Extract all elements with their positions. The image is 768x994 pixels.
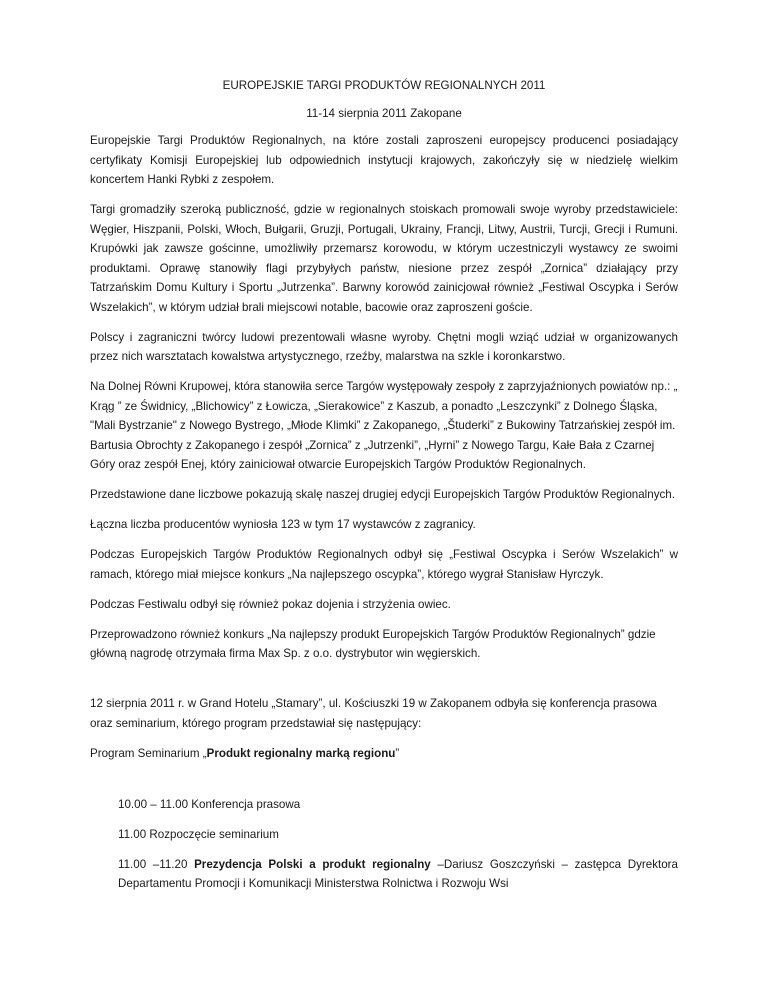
agenda-item: 11.00 Rozpoczęcie seminarium — [118, 827, 279, 841]
program-heading — [90, 744, 678, 764]
paragraph-summary: Europejskie Targi Produktów Regionalnych, na które zostali zaproszeni europejscy producenci posiadający certyfikaty Komisji Europejskiej lub odpowiednich instytucji krajowych, zakończyły się w niedzielę wielkim koncertem Hanki Rybki z zespołem. — [90, 134, 678, 186]
spacer — [90, 774, 678, 795]
paragraph-product-contest: Przeprowadzono również konkurs „Na najlepszy produkt Europejskich Targów Produktów Regionalnych” gdzie główną nagrodę otrzymała firma Max Sp. z o.o. dystrybutor win węgierskich. — [90, 627, 656, 660]
agenda-speaker: –Dariusz Goszczyński – zastępca Dyrektora Departamentu Promocji i Komunikacji Ministerstwa Rolnictwa i Rozwoju Wsi — [118, 857, 678, 890]
agenda-topic: Prezydencja Polski a produkt regionalny — [194, 857, 431, 871]
agenda-item — [118, 855, 678, 894]
spacer — [90, 674, 678, 694]
page-title: EUROPEJSKIE TARGI PRODUKTÓW REGIONALNYCH 2011 — [222, 79, 546, 92]
agenda-item: 10.00 – 11.00 Konferencja prasowa — [118, 797, 301, 811]
event-date-location: 11-14 sierpnia 2011 Zakopane — [306, 106, 462, 120]
program-prefix: Program Seminarium „ — [90, 746, 207, 760]
agenda-list — [90, 795, 678, 894]
paragraph-oscypek-festival: Podczas Europejskich Targów Produktów Regionalnych odbył się „Festiwal Oscypka i Serów Wszelakich” w ramach, którego miał miejsce konkurs „Na najlepszego oscypka”, którego wygrał Stanisław Hyrczyk. — [90, 548, 678, 581]
paragraph-audience: Targi gromadziły szeroką publiczność, gdzie w regionalnych stoiskach promowali swoje wyroby przedstawiciele: Węgier, Hiszpanii, Polski, Włoch, Bułgarii, Gruzji, Portugali, Ukrainy, Francji, Litwy, Austrii, Turcji, Grecji i Rumuni. Krupówki jak zawsze gościnne, umożliwiły przemarsz korowodu, w którym uczestniczyli wystawcy ze swoimi produktami. Oprawę stanowiły flagi przybyłych państw, niesione przez zespół „Zornica” działający przy Tatrzańskim Domu Kultury i Sportu „Jutrzenka”. Barwny korowód zainicjował również „Festiwal Oscypka i Serów Wszelakich”, w którym udział brali miejscowi notable, bacowie oraz zaproszeni goście. — [90, 203, 678, 314]
paragraph-bands: Na Dolnej Równi Krupowej, która stanowiła serce Targów występowały zespoły z zaprzyjaźnionych powiatów np.: „ Krąg ” ze Świdnicy, „Blichowicy” z Łowicza, „Sierakowice” z Kaszub, a ponadto „Leszczynki” z Dolnego Śląska, "Mali Bystrzanie" z Nowego Bystrego, „Młode Klimki” z Zakopanego, „Študerki” z Bukowiny Tatrzańskiej zespół im. Bartusia Obrochty z Zakopanego i zespół „Zornica” z „Jutrzenki”, „Hyrni” z Nowego Targu, Kałe Bała z Czarnej Góry oraz zespół Enej, który zainiciował otwarcie Europejskich Targów Produktów Regionalnych. — [90, 380, 678, 471]
document-page — [90, 76, 678, 904]
paragraph-folk-artists: Polscy i zagraniczni twórcy ludowi prezentowali własne wyroby. Chętni mogli wziąć udział w organizowanych przez nich warsztatach kowalstwa artystycznego, rzeźby, malarstwa na szkle i koronkarstwo. — [90, 330, 678, 363]
paragraph-statistics-intro: Przedstawione dane liczbowe pokazują skalę naszej drugiej edycji Europejskich Targów Produktów Regionalnych. — [90, 488, 675, 501]
paragraph-producer-count: Łączna liczba producentów wyniosła 123 w tym 17 wystawców z zagranicy. — [90, 518, 476, 531]
program-suffix: ” — [395, 746, 400, 760]
program-name: Produkt regionalny marką regionu — [206, 746, 396, 760]
agenda-time: 11.00 –11.20 — [118, 857, 195, 871]
paragraph-sheep-show: Podczas Festiwalu odbył się również pokaz dojenia i strzyżenia owiec. — [90, 597, 451, 611]
paragraph-press-conference: 12 sierpnia 2011 r. w Grand Hotelu „Stamary”, ul. Kościuszki 19 w Zakopanem odbyła się konferencja prasowa oraz seminarium, którego program przedstawiał się następujący: — [90, 697, 657, 730]
